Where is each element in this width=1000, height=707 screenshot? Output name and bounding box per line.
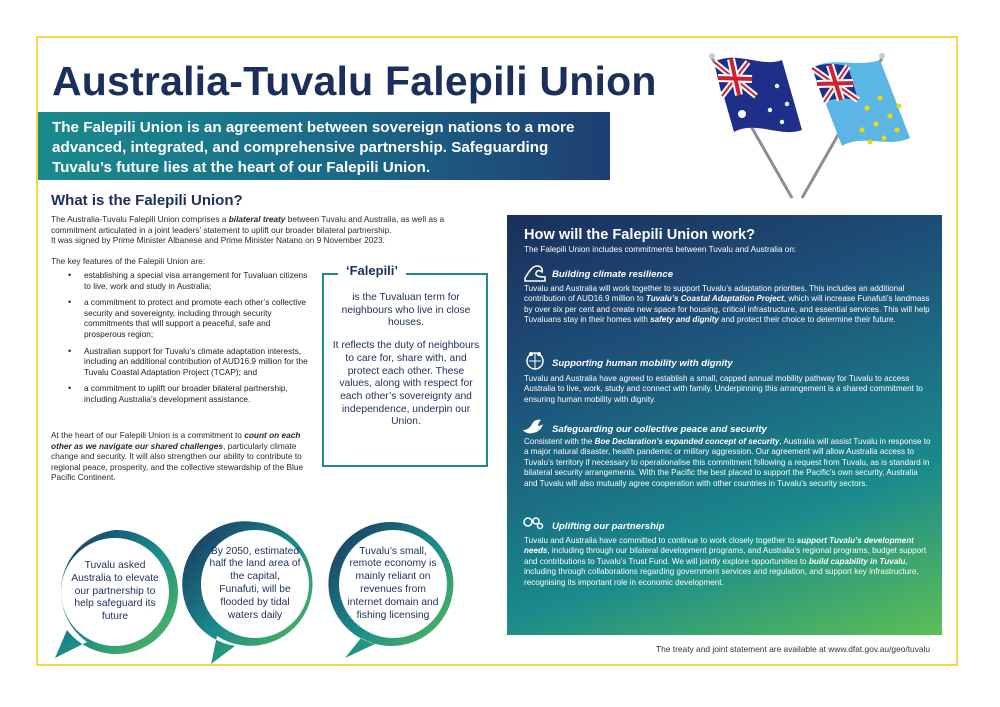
people-globe-icon <box>523 349 547 371</box>
australian-flag-icon <box>714 58 802 132</box>
how-intro: The Falepili Union includes commitments between Tuvalu and Australia on: <box>524 245 797 254</box>
intro-banner: The Falepili Union is an agreement between sovereign nations to a more advanced, integrated, and comprehensive partnership. Safeguarding Tuvalu’s future lies at the heart of our Falepili Union. <box>38 112 610 180</box>
tuvalu-flag-icon <box>812 60 910 146</box>
page-title: Australia-Tuvalu Falepili Union <box>52 58 657 104</box>
item-security-text: Consistent with the Boe Declaration’s expanded concept of security, Australia will assist Tuvalu in response to a major natural disaster, health pandemic or military aggression. Our agreement will allow Australia access to Tuvalu’s territory if necessary to operationalise this commitment following a request from Tuvalu, as is standard in bilateral security arrangements. With the Pacific the best placed to support the Pacific’s own security, Australia and Tuvalu will also mutually agree cooperation with other countries in Tuvalu’s security sectors. <box>524 437 931 488</box>
bubble-text-2: By 2050, estimated half the land area of the capital, Funafuti, will be flooded by tidal waters daily <box>209 545 301 621</box>
falepili-text <box>332 292 480 429</box>
item-partnership-title: Uplifting our partnership <box>552 521 665 532</box>
features-lead: The key features of the Falepili Union are: <box>51 256 206 266</box>
falepili-heading: ‘Falepili’ <box>338 263 406 278</box>
item-mobility-title: Supporting human mobility with dignity <box>552 358 733 369</box>
bubble-text-3: Tuvalu’s small, remote economy is mainly reliant on revenues from internet domain and fishing licensing <box>347 545 439 621</box>
how-heading: How will the Falepili Union work? <box>524 227 756 243</box>
item-climate-text: Tuvalu and Australia will work together to support Tuvalu’s adaptation priorities. This includes an additional contribution of AUD16.9 million to Tuvalu’s Coastal Adaptation Project, which will increase Funafuti’s landmass by over six per cent and create new space for housing, critical infrastructure, and essential services. This will help Tuvaluans stay in their homes with safety and dignity and protect their choice to determine their future. <box>524 284 930 325</box>
heart-paragraph: At the heart of our Falepili Union is a commitment to count on each other as we navigate our shared challenges, particularly climate change and security. It will also strengthen our ability to contribute to regional peace, prosperity, and the collective stewardship of the Blue Pacific Continent. <box>51 430 304 483</box>
item-climate-title: Building climate resilience <box>552 269 674 280</box>
dove-icon <box>521 416 545 438</box>
feature-item: • a commitment to protect and promote each other’s collective security and sovereignty, including through security commitments that will support a peaceful, safe and prosperous region; <box>72 297 312 339</box>
item-mobility-text: Tuvalu and Australia have agreed to establish a small, capped annual mobility pathway for Tuvalu to access Australia to live, work, study and connect with family. Underpinning this arrangement is a shared commitment to ensuring human mobility with dignity. <box>524 374 923 404</box>
falepili-line2: It reflects the duty of neighbours to care for, share with, and protect each other. These values, along with respect for each other’s sovereignty and independence, underpin our Union. <box>332 340 480 428</box>
what-heading: What is the Falepili Union? <box>51 192 243 209</box>
crossed-flags-illustration <box>652 38 942 203</box>
item-security-title: Safeguarding our collective peace and security <box>552 424 767 435</box>
wave-icon <box>523 262 547 284</box>
footer-note: The treaty and joint statement are available at www.dfat.gov.au/geo/tuvalu <box>656 644 931 654</box>
bubble-text-1: Tuvalu asked Australia to elevate our partnership to help safeguard its future <box>71 560 159 623</box>
feature-item: • a commitment to uplift our broader bilateral partnership, including Australia’s development assistance. <box>72 383 312 404</box>
falepili-line1: is the Tuvaluan term for neighbours who live in close houses. <box>341 292 471 329</box>
handshake-icon <box>521 513 545 535</box>
feature-item: • establishing a special visa arrangement for Tuvaluan citizens to live, work and study in Australia; <box>72 270 312 291</box>
what-intro: The Australia-Tuvalu Falepili Union comprises a bilateral treaty between Tuvalu and Australia, as well as a commitment articulated in a joint leaders’ statement to uplift our broader bilateral partnership. It was signed by Prime Minister Albanese and Prime Minister Natano on 9 November 2023. <box>51 214 445 246</box>
features-list <box>72 270 312 411</box>
item-partnership-text: Tuvalu and Australia have committed to continue to work closely together to support Tuvalu’s development needs, including through our bilateral development programs, and Australia’s regional programs, budget support and contributions to Tuvalu’s Trust Fund. We will jointly explore opportunities to build capability in Tuvalu, including through collaborations regarding government services and regulation, and support key infrastructure, recognising its important role in economic development. <box>524 536 927 587</box>
feature-item: • Australian support for Tuvalu’s climate adaptation interests, including an additional contribution of AUD16.9 million for the Tuvalu Coastal Adaptation Project (TCAP); and <box>72 346 312 378</box>
